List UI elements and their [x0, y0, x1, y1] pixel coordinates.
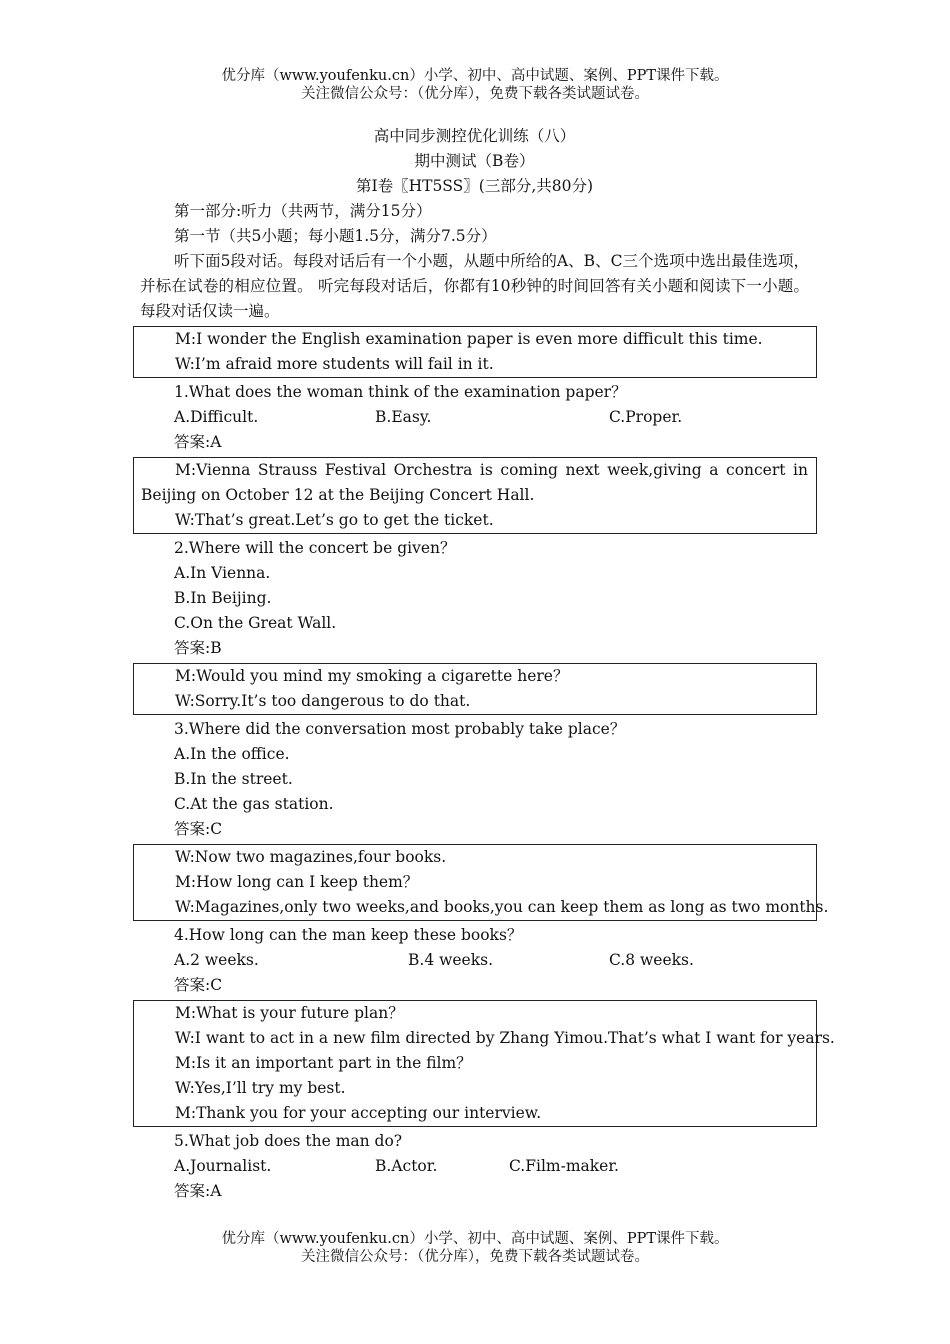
- dialogue-line: W:That’s great.Let’s go to get the ticket.: [175, 511, 494, 529]
- part-heading: 第一部分:听力（共两节，满分15分）: [174, 202, 432, 220]
- header-line-1: 优分库（www.youfenku.cn）小学、初中、高中试题、案例、PPT课件下载。: [221, 68, 729, 84]
- option-a: A.2 weeks.: [174, 951, 259, 969]
- dialogue-line: W:Sorry.It’s too dangerous to do that.: [175, 692, 471, 710]
- page-header: [0, 67, 950, 103]
- options-1: [140, 405, 809, 430]
- answer-2: 答案:B: [174, 639, 222, 657]
- exam-subtitle: 期中测试（B卷）: [414, 152, 535, 170]
- dialogue-line: M:I wonder the English examination paper is even more difficult this time.: [175, 330, 763, 348]
- options-4: [140, 948, 809, 973]
- question-2: 2.Where will the concert be given？: [174, 539, 456, 557]
- dialogue-box-5: [133, 1000, 835, 1127]
- dialogue-line: W:Magazines,only two weeks,and books,you can keep them as long as two months.: [175, 898, 829, 916]
- dialogue-line: W:I want to act in a new film directed by Zhang Yimou.That’s what I want for years.: [175, 1029, 835, 1047]
- dialogue-line: M:Would you mind my smoking a cigarette here？: [175, 667, 569, 685]
- dialogue-line: W:Now two magazines,four books.: [175, 848, 447, 866]
- dialogue-box-4: [133, 844, 829, 921]
- option-c: C.Film-maker.: [509, 1157, 619, 1175]
- option-b: B.Actor.: [375, 1157, 438, 1175]
- dialogue-line: W:Yes,I’ll try my best.: [175, 1079, 346, 1097]
- dialogue-line: M:Is it an important part in the film？: [175, 1054, 472, 1072]
- answer-1: 答案:A: [174, 433, 222, 451]
- exam-content: [140, 124, 835, 1204]
- subsection-heading: 第一节（共5小题；每小题1.5分，满分7.5分）: [174, 227, 497, 245]
- exam-title: 高中同步测控优化训练（八）: [373, 127, 576, 145]
- option-a: A.In Vienna.: [174, 564, 271, 582]
- dialogue-box-3: [133, 663, 817, 715]
- option-b: B.In the street.: [174, 770, 293, 788]
- answer-3: 答案:C: [174, 820, 223, 838]
- dialogue-line: M:What is your future plan？: [175, 1004, 404, 1022]
- option-b: B.Easy.: [375, 408, 432, 426]
- dialogue-line: W:I’m afraid more students will fail in it.: [175, 355, 494, 373]
- option-c: C.8 weeks.: [609, 951, 694, 969]
- option-a: A.In the office.: [174, 745, 290, 763]
- dialogue-line: M:Thank you for your accepting our interview.: [175, 1104, 542, 1122]
- dialogue-box-1: [133, 326, 817, 378]
- option-b: B.In Beijing.: [174, 589, 272, 607]
- question-3: 3.Where did the conversation most probably take place？: [174, 720, 626, 738]
- answer-5: 答案:A: [174, 1182, 222, 1200]
- listening-instructions: 听下面5段对话。每段对话后有一个小题，从题中所给的A、B、C三个选项中选出最佳选项，并标在试卷的相应位置。 听完每段对话后，你都有10秒钟的时间回答有关小题和阅读下一小题。每段对话仅读一遍。: [140, 252, 809, 320]
- option-a: A.Journalist.: [174, 1157, 272, 1175]
- footer-line-2: 关注微信公众号：（优分库），免费下载各类试题试卷。: [301, 1249, 649, 1265]
- dialogue-box-2: [133, 457, 817, 534]
- option-a: A.Difficult.: [174, 408, 259, 426]
- question-1: 1.What does the woman think of the examination paper？: [174, 383, 627, 401]
- footer-line-1: 优分库（www.youfenku.cn）小学、初中、高中试题、案例、PPT课件下载。: [221, 1231, 729, 1247]
- dialogue-line: M:Vienna Strauss Festival Orchestra is coming next week,giving a concert in Beijing on October 12 at the Beijing Concert Hall.: [141, 461, 808, 504]
- question-5: 5.What job does the man do?: [174, 1132, 403, 1150]
- header-line-2: 关注微信公众号：（优分库），免费下载各类试题试卷。: [301, 86, 649, 102]
- option-b: B.4 weeks.: [408, 951, 493, 969]
- option-c: C.At the gas station.: [174, 795, 334, 813]
- volume-title: 第Ⅰ卷〖HT5SS〗(三部分,共80分): [355, 177, 594, 195]
- question-4: 4.How long can the man keep these books？: [174, 926, 523, 944]
- answer-4: 答案:C: [174, 976, 223, 994]
- page-footer: [0, 1230, 950, 1266]
- dialogue-line: M:How long can I keep them？: [175, 873, 419, 891]
- option-c: C.Proper.: [609, 408, 683, 426]
- options-5: [140, 1154, 809, 1179]
- option-c: C.On the Great Wall.: [174, 614, 337, 632]
